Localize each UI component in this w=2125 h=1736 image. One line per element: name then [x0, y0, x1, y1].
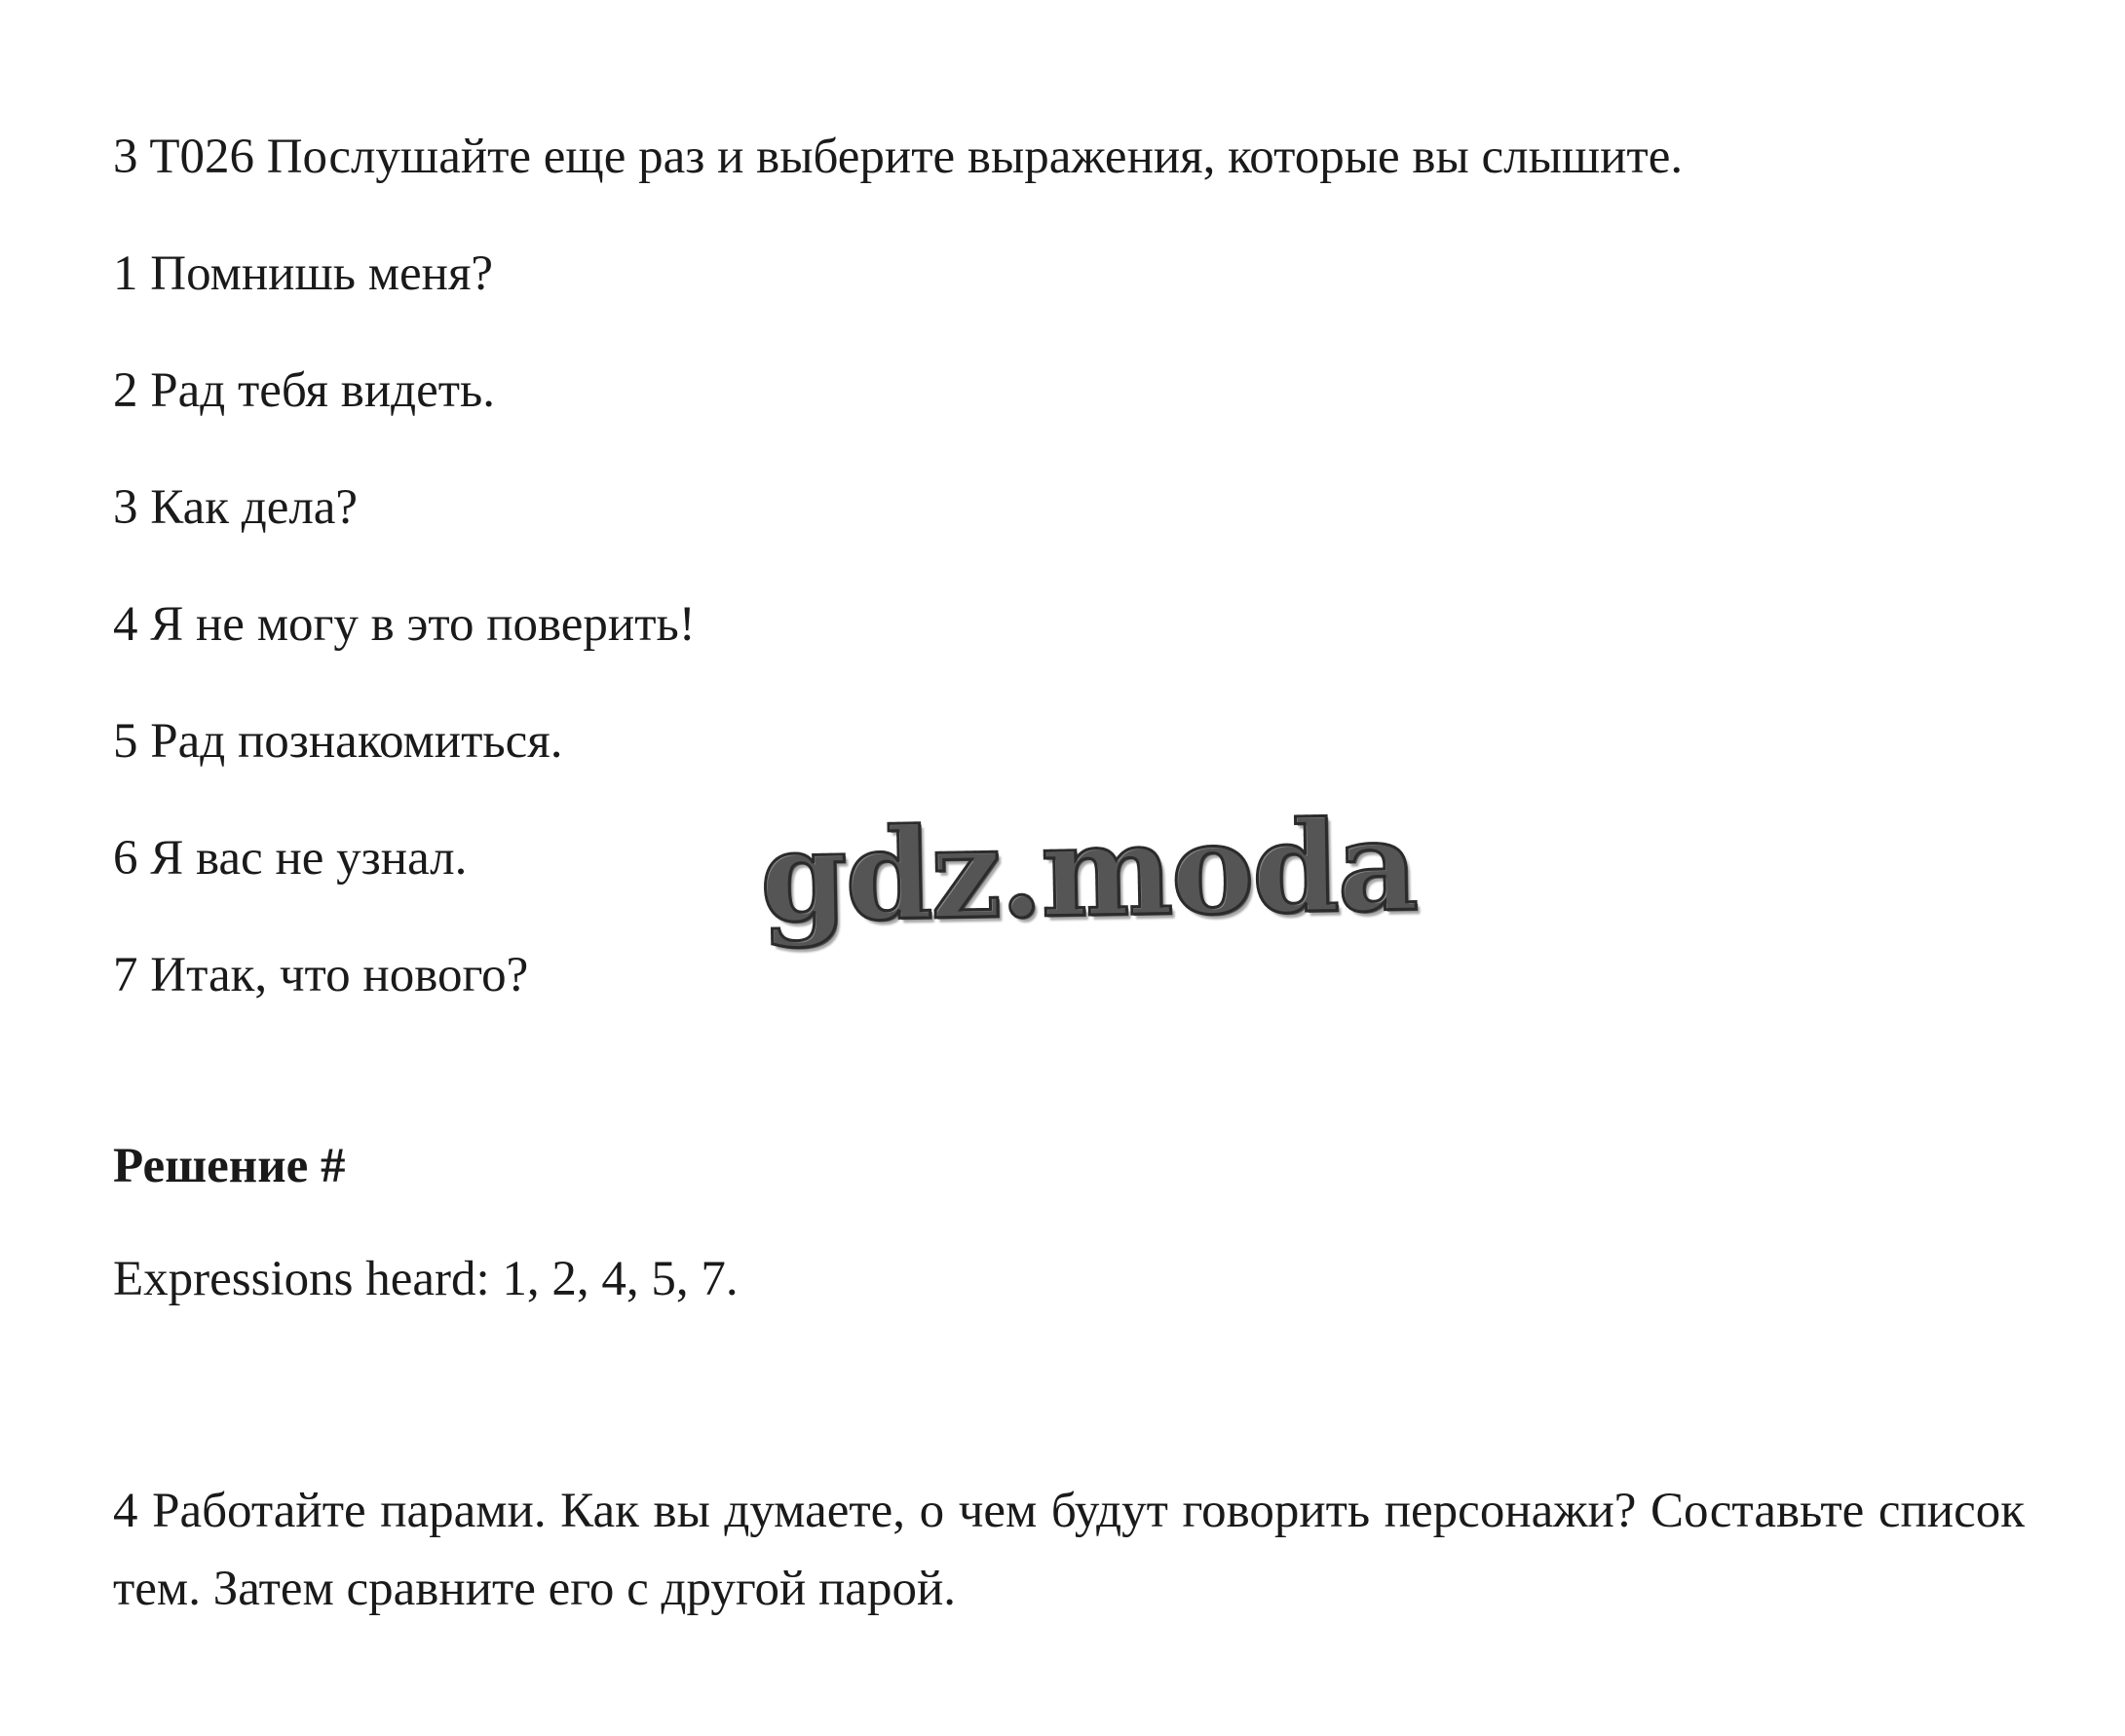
- solution-title: Решение #: [113, 1139, 346, 1193]
- exercise-3-item-7: 7 Итак, что нового?: [113, 948, 529, 1002]
- exercise-3-item-3: 3 Как дела?: [113, 480, 359, 535]
- exercise-3-item-6: 6 Я вас не узнал.: [113, 831, 468, 886]
- exercise-3-item-1: 1 Помнишь меня?: [113, 246, 494, 301]
- solution-text: Expressions heard: 1, 2, 4, 5, 7.: [113, 1252, 739, 1306]
- exercise-3-item-2: 2 Рад тебя видеть.: [113, 363, 496, 418]
- exercise-3-item-5: 5 Рад познакомиться.: [113, 714, 563, 769]
- exercise-4-text: 4 Работайте парами. Как вы думаете, о чем будут говорить персонажи? Составьте список тем. Затем сравните его с другой парой.: [113, 1484, 2025, 1616]
- watermark-text: gdz.moda: [758, 793, 1418, 951]
- exercise-3-item-4: 4 Я не могу в это поверить!: [113, 597, 696, 652]
- watermark-logo: [759, 793, 1418, 951]
- exercise-3-heading: 3 T026 Послушайте еще раз и выберите выражения, которые вы слышите.: [113, 130, 1684, 184]
